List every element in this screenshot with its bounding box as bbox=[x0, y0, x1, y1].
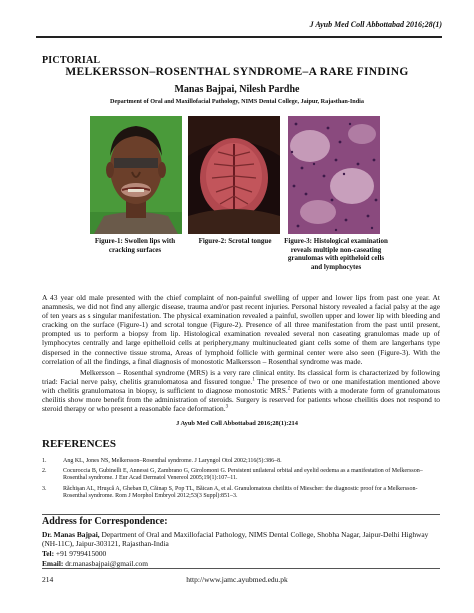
phone-number: +91 9799415000 bbox=[54, 549, 107, 558]
journal-url-link[interactable]: http://www.jamc.ayubmed.edu.pk bbox=[186, 575, 288, 584]
reference-number: 3. bbox=[42, 486, 47, 492]
footer-divider bbox=[42, 568, 440, 569]
body-paragraph-discussion bbox=[42, 368, 440, 413]
correspondence-department: Department of Oral and Maxillofacial Pathology, NIMS Dental College, Shobha Nagar, Jaipur-Delhi Highway (NH-11C), Jaipur-303121, Rajasthan-India bbox=[42, 530, 429, 548]
correspondence-address bbox=[42, 530, 442, 548]
article-citation: J Ayub Med Coll Abbottabad 2016;28(1):214 bbox=[176, 420, 298, 427]
discussion-text-3: Patients with a moderate form of granulomatous cheilitis show more benefit from the administration of steroids. Surgery is reserved for patients whose cheilitis does not respond to steroid therapy or who present a reasonable face deformation. bbox=[42, 386, 440, 414]
figure-3-caption: Figure-3: Histological examination reveals multiple non-caseating granulomas with epitheloid cells and lymphocytes bbox=[284, 237, 388, 271]
email-link[interactable]: dr.manasbajpai@gmail.com bbox=[63, 559, 148, 568]
scrotal-tongue-image bbox=[188, 116, 280, 234]
reference-item bbox=[42, 458, 434, 465]
page-number: 214 bbox=[42, 575, 54, 584]
phone-label: Tel: bbox=[42, 549, 55, 558]
reference-number: 1. bbox=[42, 458, 47, 464]
correspondence-email bbox=[42, 559, 442, 568]
reference-number: 2. bbox=[42, 468, 47, 474]
reference-text: Cocuroccia B, Gubinelli E, Annessi G, Zambrano G, Girolomoni G. Persistent unilateral orbital and eyelid oedema as a manifestation of Melkersson–Rosenthal syndrome. J Eur Acad Dermatol Venereol 2005;19(1):107–11. bbox=[63, 468, 423, 482]
citation-mark-3: 3 bbox=[225, 404, 229, 410]
figure-1-photo bbox=[90, 116, 182, 234]
figure-3-photo bbox=[288, 116, 380, 234]
body-paragraph-case-report: A 43 year old male presented with the chief complaint of non-painful swelling of upper and lower lips from past one year. At anamnesis, we did not find any allergic disease, trauma and/or past recent injuries. Personal history revealed a facial palsy at the age of ten years as s singular manifestation. The physical examination revealed a painful, swollen upper and lower lip with bleeding and cracking on the surface (Figure-1) and scrotal tongue (Figure-2). Presence of all three manifestation from the past until present, prompted us to perform a biopsy from lip. Histological examination revealed several non caseating granulomas made up of lymphocytes centrally and large epithelloid cells at periphery,many multinucleated giant cells some of them are langerhans type dispersed in the connective tissue stroma, Areas of lymphoid follicle with germinal center were also seen (Figure-3). With the correlation of all the findings, a final diagnosis of monostotic Malkersson – Rosenthal syndrome was made. bbox=[42, 293, 440, 366]
section-label: PICTORIAL bbox=[42, 55, 101, 66]
figure-2-caption: Figure-2: Scrotal tongue bbox=[198, 237, 272, 245]
author-list: Manas Bajpai, Nilesh Pardhe bbox=[174, 84, 300, 95]
correspondence-heading: Address for Correspondence: bbox=[42, 516, 168, 527]
figure-1-caption: Figure-1: Swollen lips with cracking surfaces bbox=[94, 237, 176, 254]
correspondence-phone bbox=[42, 549, 442, 558]
citation-mark-1: 1 bbox=[252, 377, 255, 383]
references-heading: REFERENCES bbox=[42, 438, 116, 450]
journal-header: J Ayub Med Coll Abbottabad 2016;28(1) bbox=[309, 20, 442, 29]
reference-text: Răchişan AL, Hruşcă A, Gheban D, Căinap S, Pop TL, Băican A, et al. Granulomatous cheilitis of Miescher: the diagnostic proof for a Melkersson-Rosenthal syndrome. Rom J Morphol Embryol 2012;53(3 Suppl):851–3. bbox=[63, 486, 418, 500]
discussion-text-1: Melkersson – Rosenthal syndrome (MRS) is a very rare clinical entity. Its classical form is characterized by following triad: Facial nerve palsy, chelitis granulomatosa and fissured tongue. bbox=[42, 368, 440, 387]
article-title: MELKERSSON–ROSENTHAL SYNDROME–A RARE FINDING bbox=[65, 66, 409, 78]
discussion-text-2: The presence of two or one manifestation mentioned above with chelitis granulomatosa in biopsy, is sufficient to diagnose monostotic MRS. bbox=[42, 377, 440, 396]
header-rule bbox=[36, 36, 442, 38]
address-divider bbox=[42, 514, 440, 515]
email-label: Email: bbox=[42, 559, 64, 568]
patient-face-image bbox=[90, 116, 182, 234]
histology-image bbox=[288, 116, 380, 234]
citation-mark-2: 2 bbox=[287, 386, 291, 392]
reference-item bbox=[42, 486, 434, 501]
correspondence-name: Dr. Manas Bajpai, bbox=[42, 530, 100, 539]
author-affiliation: Department of Oral and Maxillofacial Pathology, NIMS Dental College, Jaipur, Rajasthan-India bbox=[110, 98, 364, 105]
figure-2-photo bbox=[188, 116, 280, 234]
reference-text: Ang KL, Jones NS, Melkersson–Rosenthal syndrome. J Laryngol Otol 2002;116(5):386–8. bbox=[63, 458, 282, 464]
reference-item bbox=[42, 468, 434, 483]
